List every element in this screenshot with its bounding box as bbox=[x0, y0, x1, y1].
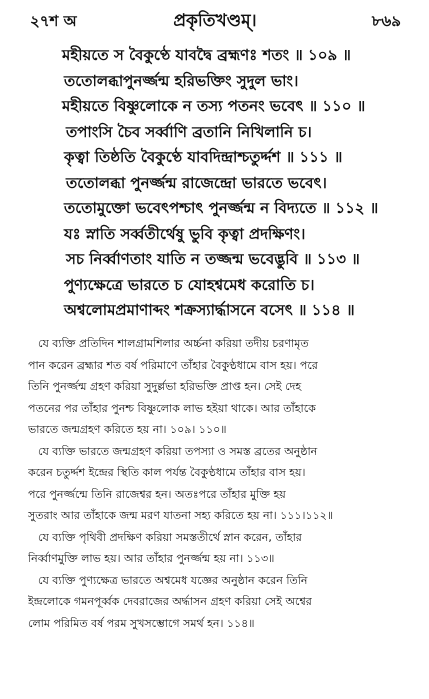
verse-line: মহীয়তে স বৈকুণ্ঠে যাবদ্বৈ ব্রহ্মণঃ শতং ॥ ১০৯ ॥ bbox=[62, 46, 351, 64]
verse-line: ততোমুক্তো ভবেৎপশ্চাৎ পুনর্জ্জন্ম ন বিদ্যতে ॥ ১১২ ॥ bbox=[64, 199, 379, 217]
commentary-paragraph bbox=[28, 441, 414, 527]
commentary-paragraph bbox=[28, 570, 414, 635]
commentary-line: করেন চতুর্দ্দশ ইন্দ্রের স্থিতি কাল পর্যন্ত বৈকুণ্ঠধামে তাঁহার বাস হয়। bbox=[28, 466, 306, 479]
commentary-paragraph bbox=[28, 333, 414, 441]
sanskrit-verses bbox=[58, 43, 418, 324]
verse-line: ততোলব্ধাপুনর্জ্জন্ম হরিভক্তিং সুদুল ভাং। bbox=[64, 71, 299, 90]
page-number: ৮৬৯ bbox=[371, 12, 401, 30]
verse-line: পুণ্যক্ষেত্রে ভারতে চ যোহশ্বমেধ করোতি চ। bbox=[64, 275, 315, 294]
commentary-line: যে ব্যক্তি পুণ্যক্ষেত্র ভারতে অশ্বমেধ যজ্ঞের অনুষ্ঠান করেন তিনি bbox=[38, 573, 308, 587]
chapter-label: ২৭শ অ bbox=[30, 12, 77, 30]
verse-line: তপাংসি চৈব সর্ব্বাণি ব্রতানি নিখিলানি চ। bbox=[66, 122, 312, 141]
bengali-commentary bbox=[28, 333, 414, 634]
page-header bbox=[0, 0, 429, 40]
commentary-line: নির্ব্বাণমুক্তি লাভ হয়। আর তাঁহার পুনর্জ্জন্ম হয় না। ১১৩॥ bbox=[28, 552, 275, 565]
commentary-line: যে ব্যক্তি পৃথিবী প্রদক্ষিণ করিয়া সমস্ততীর্থে স্নান করেন, তাঁহার bbox=[38, 530, 302, 544]
commentary-paragraph bbox=[28, 527, 414, 570]
verse-line: অশ্বলোমপ্রমাণাব্দং শক্রস্যার্দ্ধাসনে বসেৎ ॥ ১১৪ ॥ bbox=[64, 301, 355, 319]
commentary-line: লোম পরিমিত বর্ষ পরম সুখসম্ভোগে সমর্থ হন। ১১৪॥ bbox=[28, 616, 255, 630]
book-title: প্রকৃতিখণ্ডম্। bbox=[173, 11, 257, 31]
commentary-line: পান করেন ব্রহ্মার শত বর্ষ পরিমাণে তাঁহার বৈকুণ্ঠধামে বাস হয়। পরে bbox=[28, 358, 318, 372]
verse-line: ততোলব্ধা পুনর্জ্জন্ম রাজেন্দ্রো ভারতে ভবেৎ। bbox=[66, 173, 327, 192]
verse-line: মহীয়তে বিষ্ণুলোকে ন তস্য পতনং ভবেৎ ॥ ১১০ ॥ bbox=[62, 97, 366, 115]
commentary-line: পতনের পর তাঁহার পুনশ্চ বিষ্ণুলোক লাভ হইয়া থাকে। আর তাঁহাকে bbox=[28, 401, 316, 415]
verse-line: যঃ স্নাতি সর্ব্বতীর্থেষু ভুবি কৃত্বা প্রদক্ষিণং। bbox=[64, 224, 306, 243]
commentary-line: সুতরাং আর তাঁহাকে জন্ম মরণ যাতনা সহ্য করিতে হয় না। ১১১।১১২॥ bbox=[28, 509, 334, 522]
verse-line: কৃত্বা তিষ্ঠতি বৈকুণ্ঠে যাবদিন্দ্রাশ্চতুর্দ্দশ ॥ ১১১ ॥ bbox=[64, 148, 343, 166]
commentary-line: ইন্দ্রলোকে গমনপূর্ব্বক দেবরাজের অর্দ্ধাসন গ্রহণ করিয়া সেই অশ্বের bbox=[28, 595, 312, 608]
commentary-line: তিনি পুনর্জ্জন্ম গ্রহণ করিয়া সুদুর্ল্লভা হরিভক্তি প্রাপ্ত হন। সেই দেহ bbox=[28, 380, 302, 393]
verse-line: সচ নির্ব্বাণতাং যাতি ন তজ্জন্ম ভবেদ্ভুবি ॥ ১১৩ ॥ bbox=[66, 250, 360, 268]
commentary-line: পরে পুনর্জ্জন্মে তিনি রাজেশ্বর হন। অতঃপরে তাঁহার মুক্তি হয় bbox=[28, 487, 286, 501]
commentary-line: ভারতে জন্মগ্রহণ করিতে হয় না। ১০৯। ১১০॥ bbox=[28, 423, 227, 436]
commentary-line: যে ব্যক্তি ভারতে জন্মগ্রহণ করিয়া তপস্যা ও সমস্ত ব্রতের অনুষ্ঠান bbox=[38, 444, 318, 458]
commentary-line: যে ব্যক্তি প্রতিদিন শালগ্রামশিলার অর্চ্চনা করিয়া তদীয় চরণামৃত bbox=[38, 337, 309, 350]
